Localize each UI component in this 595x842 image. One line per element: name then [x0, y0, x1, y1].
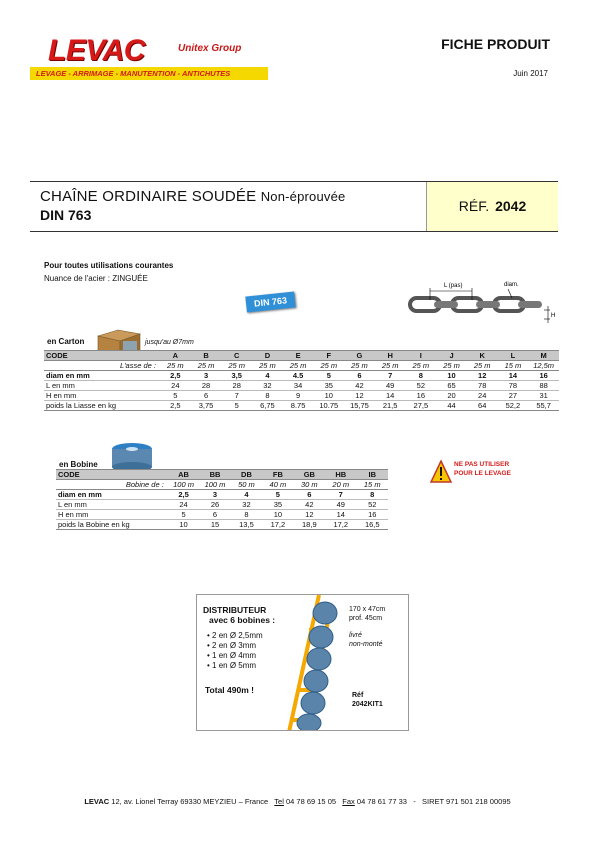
table-header-row: [56, 470, 388, 480]
table-cell: 44: [436, 401, 467, 411]
table-cell: 15,75: [344, 401, 375, 411]
table-cell: 10: [262, 510, 293, 520]
document-title: FICHE PRODUIT: [441, 36, 550, 52]
table-cell: 10.75: [313, 401, 344, 411]
table-cell: 24: [160, 381, 191, 391]
table-cell: 25 m: [381, 361, 399, 370]
list-item: • 1 en Ø 4mm: [207, 651, 257, 660]
footer-siret: SIRET 971 501 218 00095: [421, 797, 511, 806]
distributor-box: [196, 594, 409, 731]
row-label: diam en mm: [44, 371, 160, 381]
table-cell: 42: [344, 381, 375, 391]
table-cell: 7: [375, 371, 406, 381]
table-cell: 34: [283, 381, 314, 391]
code-cell: I: [406, 351, 437, 361]
table-cell: 25 m: [473, 361, 491, 370]
table-row: [44, 401, 559, 411]
logo-brand: LEVAC: [48, 34, 145, 67]
table-cell: 17,2: [262, 520, 293, 530]
table-cell: 88: [528, 381, 559, 391]
table-cell: 14: [498, 371, 529, 381]
distributor-note: [349, 631, 382, 649]
footer-fax: 04 78 61 77 33: [356, 797, 407, 806]
table-cell: 25 m: [259, 361, 276, 370]
lifting-warning: [430, 458, 530, 488]
table-cell: 10: [168, 520, 199, 530]
table-cell: 100 m: [173, 480, 194, 489]
distributor-subtitle: avec 6 bobines :: [209, 615, 276, 625]
distributor-items: [207, 631, 263, 671]
table-cell: 25 m: [167, 361, 184, 370]
table-cell: 35: [262, 500, 293, 510]
warning-line-1: NE PAS UTILISER: [454, 461, 510, 468]
table-header-row: [44, 351, 559, 361]
row-label: L en mm: [44, 381, 160, 391]
table-cell: 28: [191, 381, 222, 391]
row-label: poids la Bobine en kg: [56, 520, 168, 530]
table-cell: 6: [294, 490, 325, 500]
table-cell: 3: [199, 490, 230, 500]
table-cell: 4: [252, 371, 283, 381]
table-cell: 5: [313, 371, 344, 381]
height-label: H: [551, 313, 556, 319]
table-cell: 25 m: [443, 361, 460, 370]
row-label: H en mm: [56, 510, 168, 520]
code-cell: IB: [356, 470, 388, 480]
table-cell: 15 m: [504, 361, 522, 370]
row-label: H en mm: [44, 391, 160, 401]
note-line-2: non-monté: [349, 641, 383, 648]
list-item: • 1 en Ø 5mm: [207, 661, 257, 670]
carton-table: [44, 350, 559, 411]
table-cell: 5: [262, 490, 293, 500]
intro-text: [44, 259, 173, 285]
code-cell: BB: [199, 470, 230, 480]
table-cell: 25 m: [351, 361, 368, 370]
ref-number: 2042: [495, 198, 527, 214]
table-cell: 12: [467, 371, 498, 381]
table-cell: 6,75: [252, 401, 283, 411]
pitch-label: L (pas): [444, 283, 463, 289]
table-cell: 78: [467, 381, 498, 391]
table-cell: 7: [325, 490, 356, 500]
code-cell: K: [467, 351, 498, 361]
table-cell: 20: [436, 391, 467, 401]
footer-company: LEVAC: [84, 797, 110, 806]
table-row: [44, 381, 559, 391]
code-cell: AB: [168, 470, 199, 480]
table-row: [44, 361, 559, 371]
table-cell: 35: [313, 381, 344, 391]
logo-tagline: LEVAGE - ARRIMAGE - MANUTENTION - ANTICHUTES: [30, 67, 268, 80]
table-cell: 2,5: [160, 401, 191, 411]
table-cell: 16: [356, 510, 388, 520]
table-cell: 16: [406, 391, 437, 401]
ref-label: RÉF.: [458, 198, 490, 214]
table-cell: 100 m: [204, 480, 226, 489]
carton-label: en Carton: [47, 337, 85, 346]
table-cell: 6: [199, 510, 230, 520]
table-cell: 27,5: [406, 401, 437, 411]
table-cell: 28: [221, 381, 252, 391]
table-row: [44, 371, 559, 381]
list-item: • 2 en Ø 3mm: [207, 641, 257, 650]
product-title: [40, 188, 345, 205]
table-cell: 24: [467, 391, 498, 401]
code-cell: G: [344, 351, 375, 361]
table-cell: 13,5: [231, 520, 262, 530]
list-item: • 2 en Ø 2,5mm: [207, 631, 263, 640]
table-cell: 6: [191, 391, 222, 401]
din-badge: DIN 763: [245, 291, 295, 312]
row-label: L en mm: [56, 500, 168, 510]
steel-grade-line: Nuance de l'acier : ZINGUÉE: [44, 274, 148, 283]
document-date: Juin 2017: [513, 69, 548, 78]
product-banner: [30, 181, 558, 232]
code-cell: D: [252, 351, 283, 361]
table-cell: 16,5: [356, 520, 388, 530]
row-label: L'asse de :: [119, 361, 156, 370]
table-cell: 7: [221, 391, 252, 401]
bobine-table: [56, 469, 388, 530]
product-qualifier: Non-éprouvée: [260, 189, 346, 204]
table-cell: 26: [199, 500, 230, 510]
table-cell: 15 m: [363, 480, 381, 489]
company-logo: [30, 34, 270, 82]
table-cell: 30 m: [300, 480, 318, 489]
table-cell: 12,5m: [533, 361, 555, 370]
table-cell: 2,5: [168, 490, 199, 500]
note-line-1: livré: [349, 632, 362, 639]
table-cell: 55,7: [528, 401, 559, 411]
table-cell: 8: [356, 490, 388, 500]
distributor-total: Total 490m !: [205, 685, 254, 695]
header-label: CODE: [56, 470, 168, 480]
table-cell: 64: [467, 401, 498, 411]
distributor-dimensions: [349, 605, 385, 623]
table-cell: 3: [191, 371, 222, 381]
table-cell: 31: [528, 391, 559, 401]
table-cell: 3,75: [191, 401, 222, 411]
table-cell: 52: [356, 500, 388, 510]
table-cell: 8.75: [283, 401, 314, 411]
table-cell: 18,9: [294, 520, 325, 530]
footer-tel-label: Tel: [274, 797, 284, 806]
table-cell: 16: [528, 371, 559, 381]
ref-code: 2042KIT1: [352, 701, 383, 708]
code-cell: H: [375, 351, 406, 361]
table-cell: 12: [294, 510, 325, 520]
ref-label: Réf: [352, 692, 364, 699]
table-cell: 2,5: [160, 371, 191, 381]
table-cell: 52,2: [498, 401, 529, 411]
table-cell: 32: [231, 500, 262, 510]
table-cell: 6: [344, 371, 375, 381]
footer: [0, 797, 595, 806]
table-cell: 21,5: [375, 401, 406, 411]
table-row: [56, 480, 388, 490]
table-cell: 65: [436, 381, 467, 391]
table-cell: 14: [325, 510, 356, 520]
table-cell: 17,2: [325, 520, 356, 530]
dimension-size: 170 x 47cm: [349, 606, 386, 613]
table-row: [44, 391, 559, 401]
code-cell: HB: [325, 470, 356, 480]
table-cell: 32: [252, 381, 283, 391]
table-row: [56, 520, 388, 530]
code-cell: GB: [294, 470, 325, 480]
table-cell: 5: [160, 391, 191, 401]
distributor-title: DISTRIBUTEUR: [203, 605, 267, 615]
row-label: diam en mm: [56, 490, 168, 500]
code-cell: J: [436, 351, 467, 361]
product-name: CHAÎNE ORDINAIRE SOUDÉE: [40, 188, 257, 205]
footer-address: 12, av. Lionel Terray 69330 MEYZIEU – France: [111, 797, 269, 806]
table-row: [56, 500, 388, 510]
footer-fax-label: Fax: [342, 797, 355, 806]
code-cell: C: [221, 351, 252, 361]
logo-group: Unitex Group: [178, 43, 242, 54]
table-cell: 25 m: [289, 361, 307, 370]
table-cell: 15: [199, 520, 230, 530]
row-label: poids la Liasse en kg: [44, 401, 160, 411]
product-reference: [426, 182, 558, 231]
table-cell: 52: [406, 381, 437, 391]
usage-line: Pour toutes utilisations courantes: [44, 261, 174, 270]
table-cell: 3,5: [221, 371, 252, 381]
table-cell: 27: [498, 391, 529, 401]
table-cell: 49: [375, 381, 406, 391]
code-cell: A: [160, 351, 191, 361]
table-cell: 25 m: [320, 361, 338, 370]
header-label: CODE: [44, 351, 160, 361]
code-cell: L: [498, 351, 529, 361]
row-label: Bobine de :: [125, 480, 164, 489]
table-cell: 10: [436, 371, 467, 381]
table-cell: 40 m: [269, 480, 287, 489]
table-cell: 8: [406, 371, 437, 381]
table-cell: 49: [325, 500, 356, 510]
product-standard: DIN 763: [40, 207, 92, 223]
diam-label: diam.: [504, 282, 519, 288]
code-cell: DB: [231, 470, 262, 480]
table-cell: 12: [344, 391, 375, 401]
bobine-label: en Bobine: [59, 460, 98, 469]
table-cell: 20 m: [332, 480, 350, 489]
carton-note: jusqu'au Ø7mm: [145, 339, 194, 346]
table-cell: 8: [231, 510, 262, 520]
table-cell: 4.5: [283, 371, 314, 381]
table-cell: 10: [313, 391, 344, 401]
footer-tel: 04 78 69 15 05: [285, 797, 337, 806]
footer-dash: -: [413, 797, 416, 806]
dimension-depth: prof. 45cm: [349, 615, 383, 622]
table-row: [56, 510, 388, 520]
code-cell: B: [191, 351, 222, 361]
table-cell: 50 m: [238, 480, 255, 489]
code-cell: F: [313, 351, 344, 361]
code-cell: E: [283, 351, 314, 361]
table-cell: 25 m: [197, 361, 215, 370]
rack-image: [269, 595, 349, 731]
distributor-reference: [352, 691, 383, 709]
table-cell: 4: [231, 490, 262, 500]
code-cell: M: [528, 351, 559, 361]
table-cell: 14: [375, 391, 406, 401]
table-cell: 42: [294, 500, 325, 510]
table-cell: 24: [168, 500, 199, 510]
table-cell: 5: [168, 510, 199, 520]
table-cell: 9: [283, 391, 314, 401]
table-cell: 8: [252, 391, 283, 401]
warning-icon: [430, 460, 452, 484]
code-cell: FB: [262, 470, 293, 480]
warning-line-2: POUR LE LEVAGE: [454, 470, 511, 477]
table-row: [56, 490, 388, 500]
table-cell: 78: [498, 381, 529, 391]
table-cell: 5: [221, 401, 252, 411]
chain-diagram: [408, 278, 558, 328]
table-cell: 25 m: [412, 361, 430, 370]
table-cell: 25 m: [228, 361, 246, 370]
